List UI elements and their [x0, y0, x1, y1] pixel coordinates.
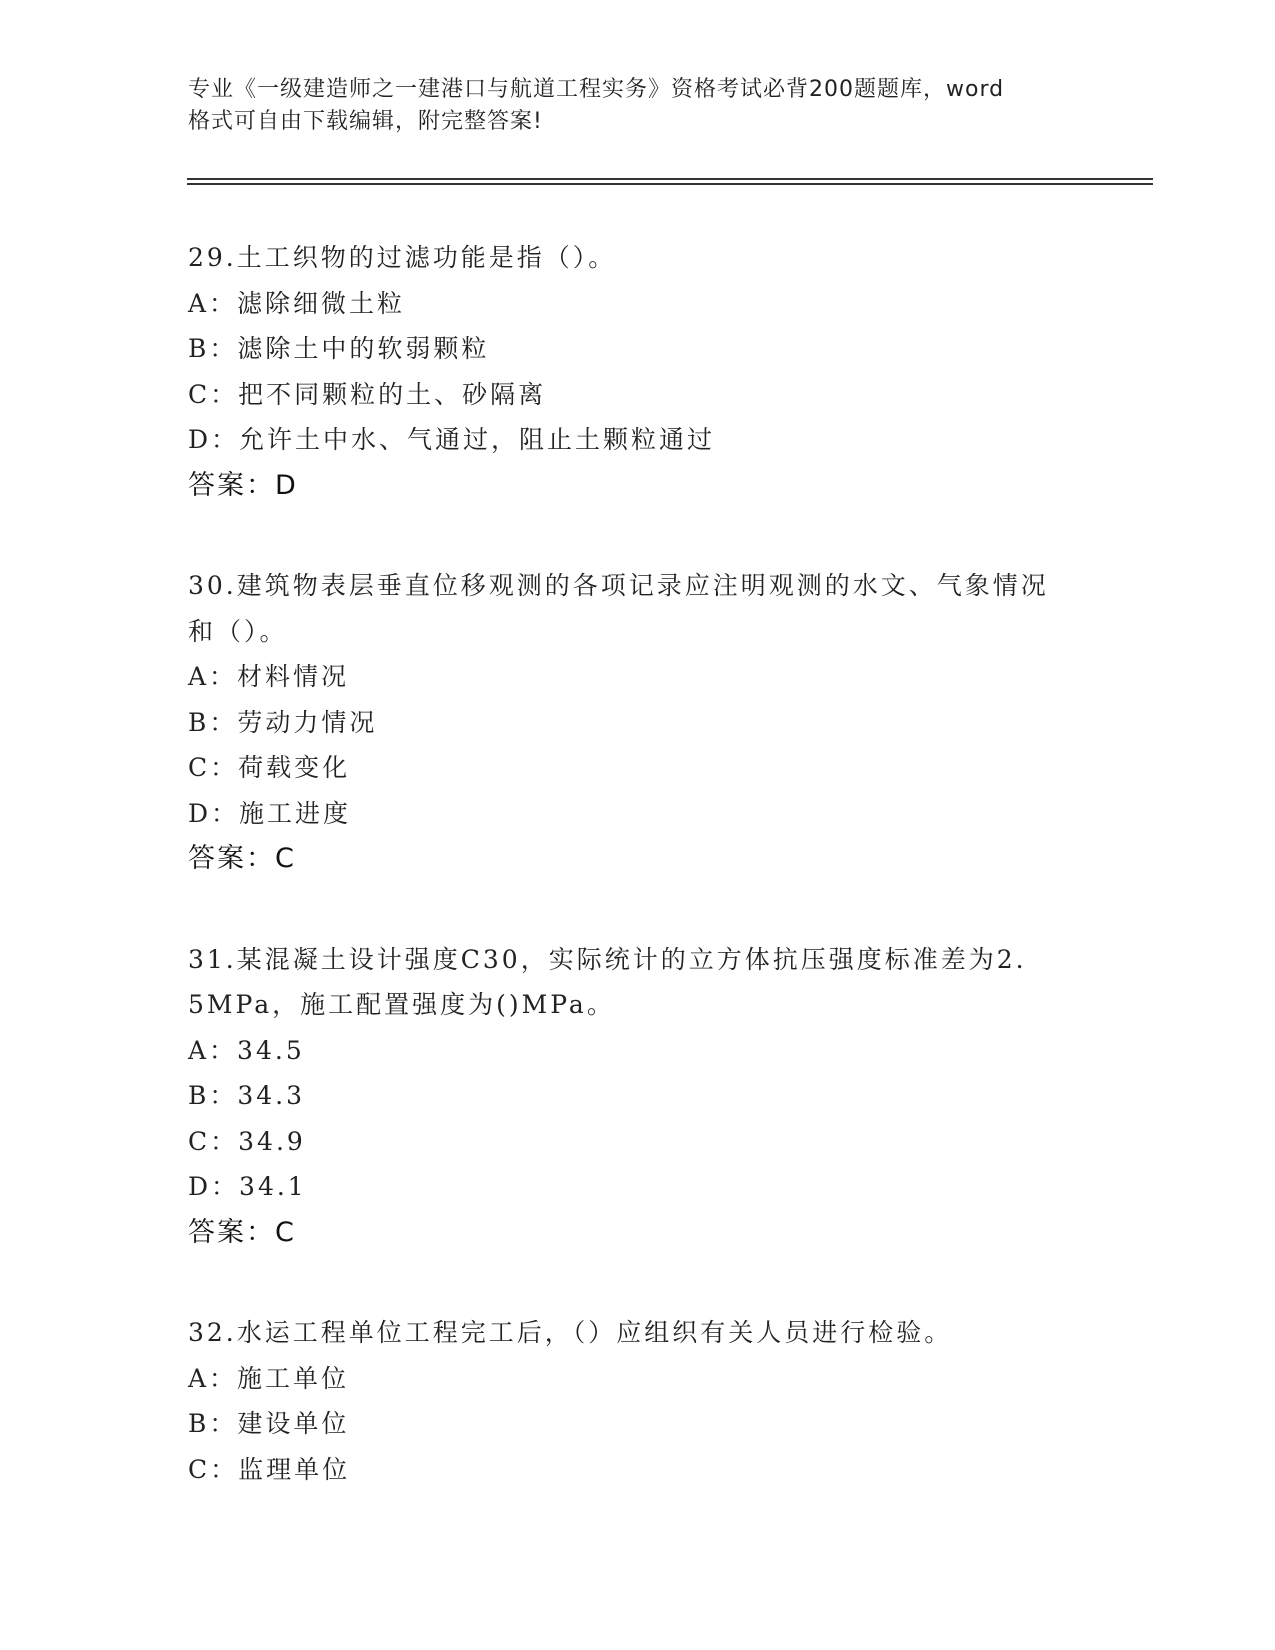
option-d: D：允许土中水、气通过，阻止土颗粒通过 — [188, 425, 716, 454]
option-b: B：滤除土中的软弱颗粒 — [188, 334, 490, 363]
question-stem: 32.水运工程单位工程完工后，（）应组织有关人员进行检验。 — [188, 1318, 953, 1347]
question-31 — [188, 937, 1088, 1256]
option-a: A：材料情况 — [188, 662, 350, 691]
answer: 答案：D — [188, 469, 298, 501]
option-a: A：施工单位 — [188, 1363, 350, 1393]
header-title-line-2: 格式可自由下载编辑，附完整答案! — [188, 109, 543, 134]
option-c: C：把不同颗粒的土、砂隔离 — [188, 379, 547, 409]
question-stem: 30.建筑物表层垂直位移观测的各项记录应注明观测的水文、气象情况 — [188, 571, 1049, 600]
option-a: A：34.5 — [188, 1035, 305, 1065]
answer: 答案：C — [188, 843, 296, 874]
question-stem-continued: 和（）。 — [188, 616, 288, 646]
question-29 — [188, 235, 1088, 508]
question-32 — [188, 1310, 1088, 1492]
answer: 答案：C — [188, 1216, 296, 1248]
option-d: D：施工进度 — [188, 798, 352, 828]
question-list — [188, 235, 1088, 1547]
document-header — [188, 74, 1068, 138]
option-b: B：劳动力情况 — [188, 707, 378, 737]
option-b: B：建设单位 — [188, 1409, 350, 1438]
header-divider-bottom — [187, 183, 1153, 185]
option-c: C：34.9 — [188, 1126, 306, 1156]
header-divider-top — [187, 178, 1153, 180]
option-d: D：34.1 — [188, 1172, 307, 1201]
option-c: C：监理单位 — [188, 1454, 351, 1484]
question-stem: 29.土工织物的过滤功能是指（）。 — [188, 243, 617, 272]
option-c: C：荷载变化 — [188, 753, 351, 782]
question-stem-continued: 5MPa，施工配置强度为()MPa。 — [188, 990, 615, 1019]
question-30 — [188, 563, 1088, 882]
option-b: B：34.3 — [188, 1081, 306, 1110]
header-title-line-1: 专业《一级建造师之一建港口与航道工程实务》资格考试必背200题题库，word — [188, 77, 1005, 102]
option-a: A：滤除细微土粒 — [188, 288, 406, 318]
question-stem: 31.某混凝土设计强度C30，实际统计的立方体抗压强度标准差为2. — [188, 944, 1027, 974]
